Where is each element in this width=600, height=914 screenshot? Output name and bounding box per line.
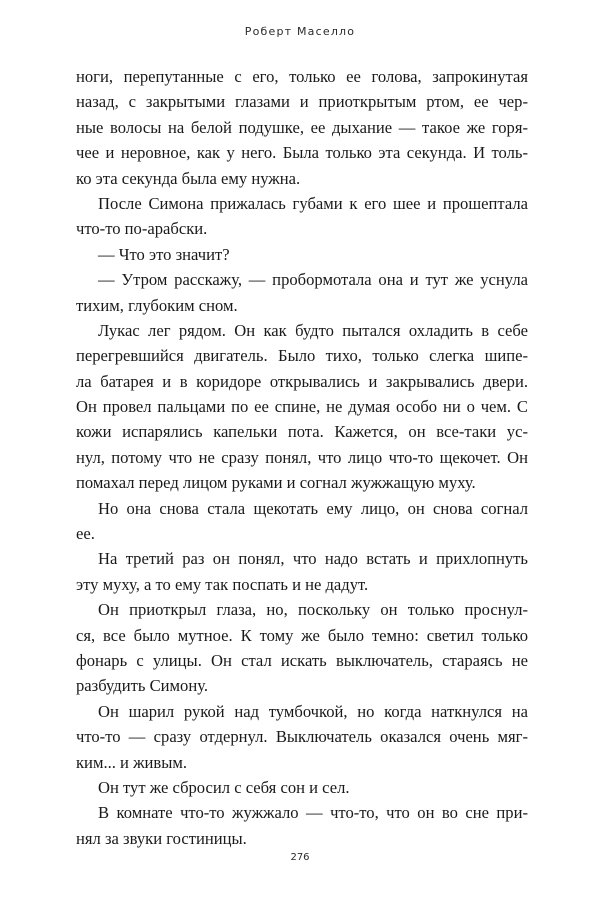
text-line: После Симона прижалась губами к его шее и прошептала	[98, 193, 528, 213]
text-line: — Утром расскажу, — пробормотала она и тут же уснула	[98, 270, 528, 290]
running-head: Роберт Маселло	[244, 25, 356, 38]
text-line: ся, все было мутное. К тому же было темно: светил только	[76, 625, 528, 645]
text-line: Он провел пальцами по ее спине, не думая особо ни о чем. С	[76, 397, 528, 417]
paragraph	[76, 242, 528, 267]
paragraph	[76, 800, 528, 851]
text-line: перегревшийся двигатель. Было тихо, только слегка шипе-	[76, 346, 528, 366]
text-line: нул, потому что не сразу понял, что лицо что-то щекочет. Он	[76, 447, 528, 467]
text-line: Он шарил рукой над тумбочкой, но когда наткнулся на	[98, 701, 528, 721]
text-line: нял за звуки гостиницы.	[76, 828, 247, 848]
paragraph	[76, 191, 528, 242]
paragraph	[76, 267, 528, 318]
text-line: ноги, перепутанные с его, только ее голова, запрокинутая	[76, 67, 528, 86]
paragraph	[76, 597, 528, 699]
text-line: эту муху, а то ему так поспать и не дадут.	[76, 574, 369, 594]
text-line: Он тут же сбросил с себя сон и сел.	[98, 777, 350, 797]
text-line: На третий раз он понял, что надо встать и прихлопнуть	[98, 549, 528, 569]
text-line: ее.	[76, 524, 95, 544]
text-line: ким... и живым.	[76, 752, 188, 772]
paragraph	[76, 699, 528, 775]
paragraph	[76, 775, 528, 800]
text-line: назад, с закрытыми глазами и приоткрытым ртом, ее чер-	[76, 92, 528, 112]
page-number: 276	[290, 852, 310, 863]
text-line: Он приоткрыл глаза, но, поскольку он только проснул-	[98, 600, 528, 620]
text-line: фонарь с улицы. Он стал искать выключатель, стараясь не	[76, 650, 528, 670]
text-line: что-то по-арабски.	[76, 219, 208, 239]
paragraph	[76, 318, 528, 496]
text-line: кожи испарялись капельки пота. Кажется, он все-таки ус-	[76, 422, 528, 442]
text-line: Но она снова стала щекотать ему лицо, он снова согнал	[98, 498, 528, 518]
text-line: помахал перед лицом руками и согнал жужжащую муху.	[76, 473, 476, 493]
text-line: Лукас лег рядом. Он как будто пытался охладить в себе	[98, 320, 528, 340]
paragraph	[76, 546, 528, 597]
text-line: ла батарея и в коридоре открывались и закрывались двери.	[76, 371, 528, 391]
paragraph	[76, 64, 528, 191]
text-line: что-то — сразу отдернул. Выключатель оказался очень мяг-	[76, 727, 528, 747]
text-line: разбудить Симону.	[76, 676, 208, 696]
body-text	[76, 64, 528, 851]
text-line: ко эта секунда была ему нужна.	[76, 168, 301, 188]
text-line: ные волосы на белой подушке, ее дыхание — такое же горя-	[76, 117, 528, 137]
text-line: чее и неровное, как у него. Была только эта секунда. И толь-	[76, 143, 528, 163]
paragraph	[76, 496, 528, 547]
text-line: тихим, глубоким сном.	[76, 295, 238, 315]
text-line: — Что это значит?	[98, 244, 230, 264]
text-line: В комнате что-то жужжало — что-то, что он во сне при-	[98, 803, 528, 823]
